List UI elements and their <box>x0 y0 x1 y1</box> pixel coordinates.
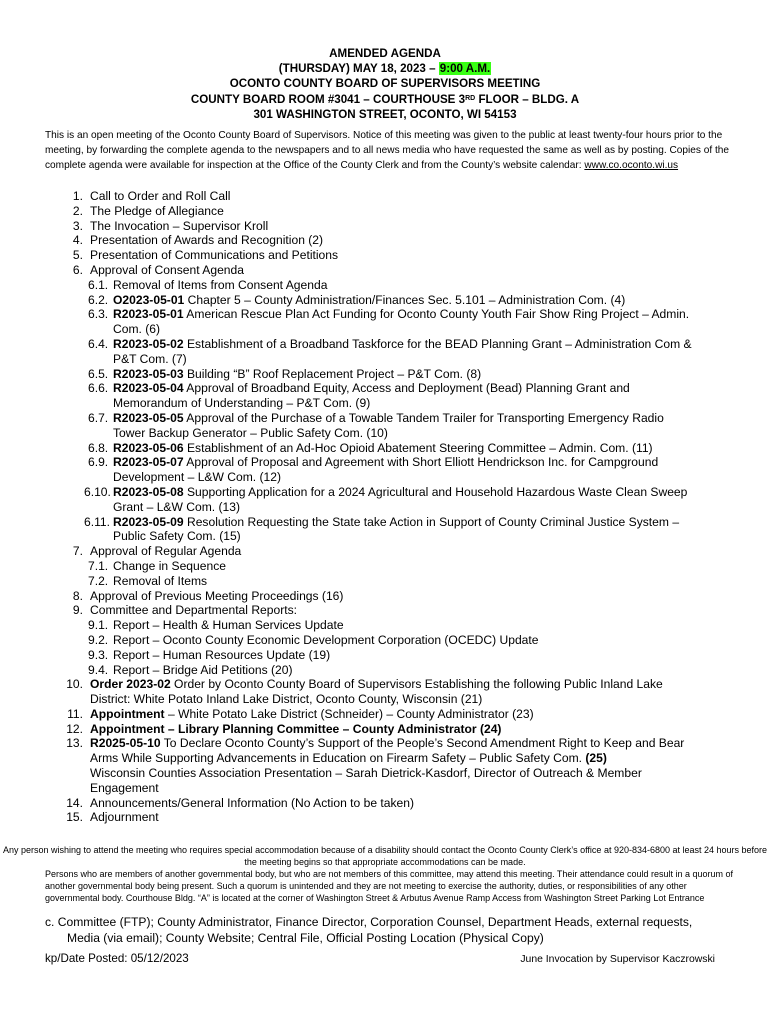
intro-text: This is an open meeting of the Oconto County Board of Supervisors. Notice of this meeting was given to the public at least twenty-four hours prior to the meeting, by forwarding the complete agenda to the newspapers and to all news media who have requested the same as well as by posting. Copies of the complete agenda were available for inspection at the Office of the County Clerk and from the County’s website calendar: <box>45 130 729 171</box>
item-cont: Engagement <box>90 780 159 795</box>
item-code: R2023-05-05 <box>113 410 184 425</box>
subitem-number: 6.3. <box>88 307 109 322</box>
header-room-text: COUNTY BOARD ROOM #3041 – COURTHOUSE 3 <box>190 92 466 106</box>
item-text <box>90 736 725 751</box>
header-room-floor: FLOOR – BLDG. A <box>475 92 580 106</box>
item-number: 7. <box>72 544 83 559</box>
item-number: 6. <box>72 262 83 277</box>
subitem-text <box>113 485 725 500</box>
distribution-list <box>45 915 735 946</box>
agenda-subitem <box>45 618 725 633</box>
agenda-subitem <box>45 648 725 663</box>
item-number: 8. <box>72 588 83 603</box>
item-text: Presentation of Communications and Petitions <box>90 248 339 263</box>
subitem-desc: Chapter 5 – County Administration/Finances Sec. 5.101 – Administration Com. (4) <box>184 292 626 307</box>
item-text <box>90 722 725 737</box>
subitem-number: 6.10. <box>84 484 111 499</box>
subitem-desc: Supporting Application for a 2024 Agricultural and Household Hazardous Waste Clean Sweep <box>183 484 688 499</box>
subitem-cont: Com. (6) <box>113 322 161 337</box>
item-text: Announcements/General Information (No Action to be taken) <box>90 795 415 810</box>
subitem-desc: Establishment of a Broadband Taskforce for the BEAD Planning Grant – Administration Com & <box>183 336 692 351</box>
agenda-subitem <box>45 455 725 485</box>
item-text: The Invocation – Supervisor Kroll <box>90 218 269 233</box>
county-website-link[interactable]: www.co.oconto.wi.us <box>584 160 679 171</box>
header-room-sup: RD <box>465 94 476 102</box>
item-text: Adjournment <box>90 810 159 825</box>
header-board: OCONTO COUNTY BOARD OF SUPERVISORS MEETING <box>229 77 541 91</box>
subitem-desc: Approval of the Purchase of a Towable Tandem Trailer for Transporting Emergency Radio <box>183 410 664 425</box>
subitem-cont: Development – L&W Com. (12) <box>113 470 282 485</box>
item-cont: Wisconsin Counties Association Presentation – Sarah Dietrick-Kasdorf, Director of Outreach & Member <box>90 766 642 781</box>
agenda-item <box>45 189 725 204</box>
distribution-line-2: Media (via email); County Website; Central File, Official Posting Location (Physical Copy) <box>67 930 544 945</box>
subitem-text: Report – Health & Human Services Update <box>113 618 344 633</box>
subitem-text <box>113 411 725 426</box>
agenda-subitem <box>45 633 725 648</box>
intro-paragraph <box>45 128 730 173</box>
subitem-text: Report – Human Resources Update (19) <box>113 647 331 662</box>
subitem-text: Report – Oconto County Economic Development Corporation (OCEDC) Update <box>113 632 539 647</box>
item-text: Approval of Consent Agenda <box>90 262 244 277</box>
agenda-item <box>45 248 725 263</box>
item-number: 14. <box>66 795 83 810</box>
item-code: R2023-05-03 <box>113 366 184 381</box>
item-text: Committee and Departmental Reports: <box>90 603 298 618</box>
subitem-number: 6.8. <box>88 440 109 455</box>
header-title: AMENDED AGENDA <box>329 47 441 60</box>
item-code: R2023-05-04 <box>113 381 184 396</box>
item-desc: Order by Oconto County Board of Supervisors Establishing the following Public Inland Lake <box>170 677 663 692</box>
subitem-text <box>113 455 725 470</box>
item-page-ref: (25) <box>585 751 607 766</box>
subitem-number: 9.4. <box>88 662 109 677</box>
agenda-subitem <box>45 337 725 367</box>
item-desc: – White Potato Lake District (Schneider) – County Administrator (23) <box>164 706 534 721</box>
header-date <box>0 61 770 76</box>
subitem-desc: Establishment of an Ad-Hoc Opioid Abatement Steering Committee – Admin. Com. (11) <box>183 440 653 455</box>
item-text: The Pledge of Allegiance <box>90 203 224 218</box>
subitem-desc: American Rescue Plan Act Funding for Oconto County Youth Fair Show Ring Project – Admin. <box>183 307 690 322</box>
subitem-text <box>113 441 725 456</box>
subitem-number: 6.2. <box>88 292 109 307</box>
agenda-item <box>45 603 725 618</box>
distribution-line-1: c. Committee (FTP); County Administrator, Finance Director, Corporation Counsel, Department Heads, external requests, <box>45 915 693 929</box>
item-number: 9. <box>72 603 83 618</box>
subitem-cont: Memorandum of Understanding – P&T Com. (9) <box>113 396 371 411</box>
subitem-cont: P&T Com. (7) <box>113 351 187 366</box>
agenda-header <box>0 46 770 122</box>
agenda-item <box>45 707 725 722</box>
item-cont: District: White Potato Inland Lake District, Oconto County, Wisconsin (21) <box>90 692 483 707</box>
agenda-subitem <box>45 293 725 308</box>
subitem-number: 6.11. <box>84 514 110 529</box>
subitem-number: 6.7. <box>88 410 109 425</box>
item-code: R2023-05-08 <box>113 484 184 499</box>
item-text: Call to Order and Roll Call <box>90 189 231 203</box>
subitem-number: 7.2. <box>88 573 109 588</box>
subitem-number: 9.2. <box>88 632 109 647</box>
agenda-subitem <box>45 381 725 411</box>
agenda-list <box>45 189 725 825</box>
agenda-subitem <box>45 559 725 574</box>
subitem-text: Report – Bridge Aid Petitions (20) <box>113 662 293 677</box>
agenda-subitem <box>45 515 725 545</box>
agenda-subitem <box>45 307 725 337</box>
item-text <box>90 677 725 692</box>
item-number: 2. <box>72 203 83 218</box>
subitem-number: 6.4. <box>88 336 109 351</box>
agenda-item <box>45 736 725 795</box>
agenda-item <box>45 722 725 737</box>
header-address: 301 WASHINGTON STREET, OCONTO, WI 54153 <box>253 107 517 121</box>
agenda-item <box>45 589 725 604</box>
item-code: Order 2023-02 <box>90 677 171 692</box>
subitem-text <box>113 381 725 396</box>
item-number: 13. <box>66 736 83 751</box>
item-code: R2023-05-06 <box>113 440 184 455</box>
item-code: R2023-05-01 <box>113 307 184 322</box>
agenda-subitem <box>45 485 725 515</box>
subitem-desc: Approval of Proposal and Agreement with Short Elliott Hendrickson Inc. for Campground <box>183 455 659 470</box>
item-number: 5. <box>72 248 83 263</box>
item-number: 15. <box>66 810 83 825</box>
item-number: 3. <box>72 218 83 233</box>
item-text: Approval of Previous Meeting Proceedings (16) <box>90 588 344 603</box>
agenda-item <box>45 677 725 707</box>
agenda-subitem <box>45 411 725 441</box>
agenda-subitem <box>45 367 725 382</box>
item-desc: To Declare Oconto County’s Support of the People’s Second Amendment Right to Keep and Bear <box>160 736 685 751</box>
subitem-number: 6.9. <box>88 455 109 470</box>
subitem-text <box>113 515 725 530</box>
footer <box>45 952 715 966</box>
subitem-number: 9.3. <box>88 647 109 662</box>
item-number: 1. <box>72 189 83 203</box>
subitem-number: 7.1. <box>88 558 109 573</box>
subitem-desc: Resolution Requesting the State take Action in Support of County Criminal Justice System – <box>183 514 680 529</box>
accommodation-notice: Any person wishing to attend the meeting who requires special accommodation because of a disability should contact the Oconto County Clerk’s office at 920-834-6800 at least 24 hours before the meeting begins so that appropriate accommodations can be made. <box>2 845 768 867</box>
item-code: R2023-05-09 <box>113 514 184 529</box>
item-cont-text: Arms While Supporting Advancements in Education on Firearm Safety – Public Safety Com. <box>90 751 586 766</box>
invocation-note: June Invocation by Supervisor Kaczrowski <box>520 954 715 965</box>
item-number: 11. <box>67 706 83 721</box>
quorum-notice: Persons who are members of another governmental body, but who are not members of this committee, may attend this meeting. Their attendance could result in a quorum of another governmental body being present. Such a quorum is unintended and they are not meeting to exercise the authority, duties, or responsibilities of any other governmental body. Courthouse Bldg. “A” is located at the corner of Washington Street & Arbutus Avenue Ramp Access from Washington Street Parking Lot Entrance <box>45 869 734 903</box>
agenda-subitem <box>45 278 725 293</box>
item-number: 10. <box>66 677 83 692</box>
item-number: 12. <box>66 721 83 736</box>
item-text: Presentation of Awards and Recognition (2) <box>90 233 324 248</box>
subitem-desc: Approval of Broadband Equity, Access and Deployment (Bead) Planning Grant and <box>183 381 630 396</box>
item-code: R2023-05-07 <box>113 455 184 470</box>
header-time-highlight: 9:00 A.M. <box>439 62 491 76</box>
subitem-desc: Building “B” Roof Replacement Project – P&T Com. (8) <box>183 366 482 381</box>
item-number: 4. <box>72 233 83 248</box>
subitem-text: Removal of Items from Consent Agenda <box>113 277 328 292</box>
agenda-item <box>45 796 725 811</box>
header-room <box>0 92 770 107</box>
header-date-text: (THURSDAY) MAY 18, 2023 – <box>278 62 439 76</box>
subitem-number: 9.1. <box>88 618 109 633</box>
subitem-number: 6.5. <box>88 366 109 381</box>
item-code: R2023-05-02 <box>113 336 184 351</box>
subitem-text <box>113 293 725 308</box>
item-code: O2023-05-01 <box>113 292 185 307</box>
agenda-item <box>45 810 725 825</box>
subitem-cont: Tower Backup Generator – Public Safety Com. (10) <box>113 425 388 440</box>
subitem-cont: Public Safety Com. (15) <box>113 529 241 544</box>
subitem-number: 6.6. <box>88 381 109 396</box>
item-desc-bold: Appointment – Library Planning Committee – County Administrator (24) <box>90 721 502 736</box>
agenda-subitem <box>45 663 725 678</box>
agenda-item <box>45 219 725 234</box>
agenda-item <box>45 204 725 219</box>
agenda-item <box>45 544 725 559</box>
subitem-text <box>113 307 725 322</box>
agenda-item <box>45 233 725 248</box>
agenda-subitem <box>45 441 725 456</box>
subitem-text: Change in Sequence <box>113 558 226 573</box>
subitem-text <box>113 337 725 352</box>
agenda-item <box>45 263 725 278</box>
subitem-text: Removal of Items <box>113 573 208 588</box>
item-text <box>90 707 725 722</box>
item-code: Appointment <box>90 706 165 721</box>
subitem-cont: Grant – L&W Com. (13) <box>113 499 241 514</box>
subitem-number: 6.1. <box>88 277 109 292</box>
subitem-text <box>113 367 725 382</box>
item-cont <box>90 751 725 766</box>
date-posted: kp/Date Posted: 05/12/2023 <box>45 952 189 965</box>
agenda-subitem <box>45 574 725 589</box>
item-code: R2025-05-10 <box>90 736 161 751</box>
item-text: Approval of Regular Agenda <box>90 544 242 559</box>
